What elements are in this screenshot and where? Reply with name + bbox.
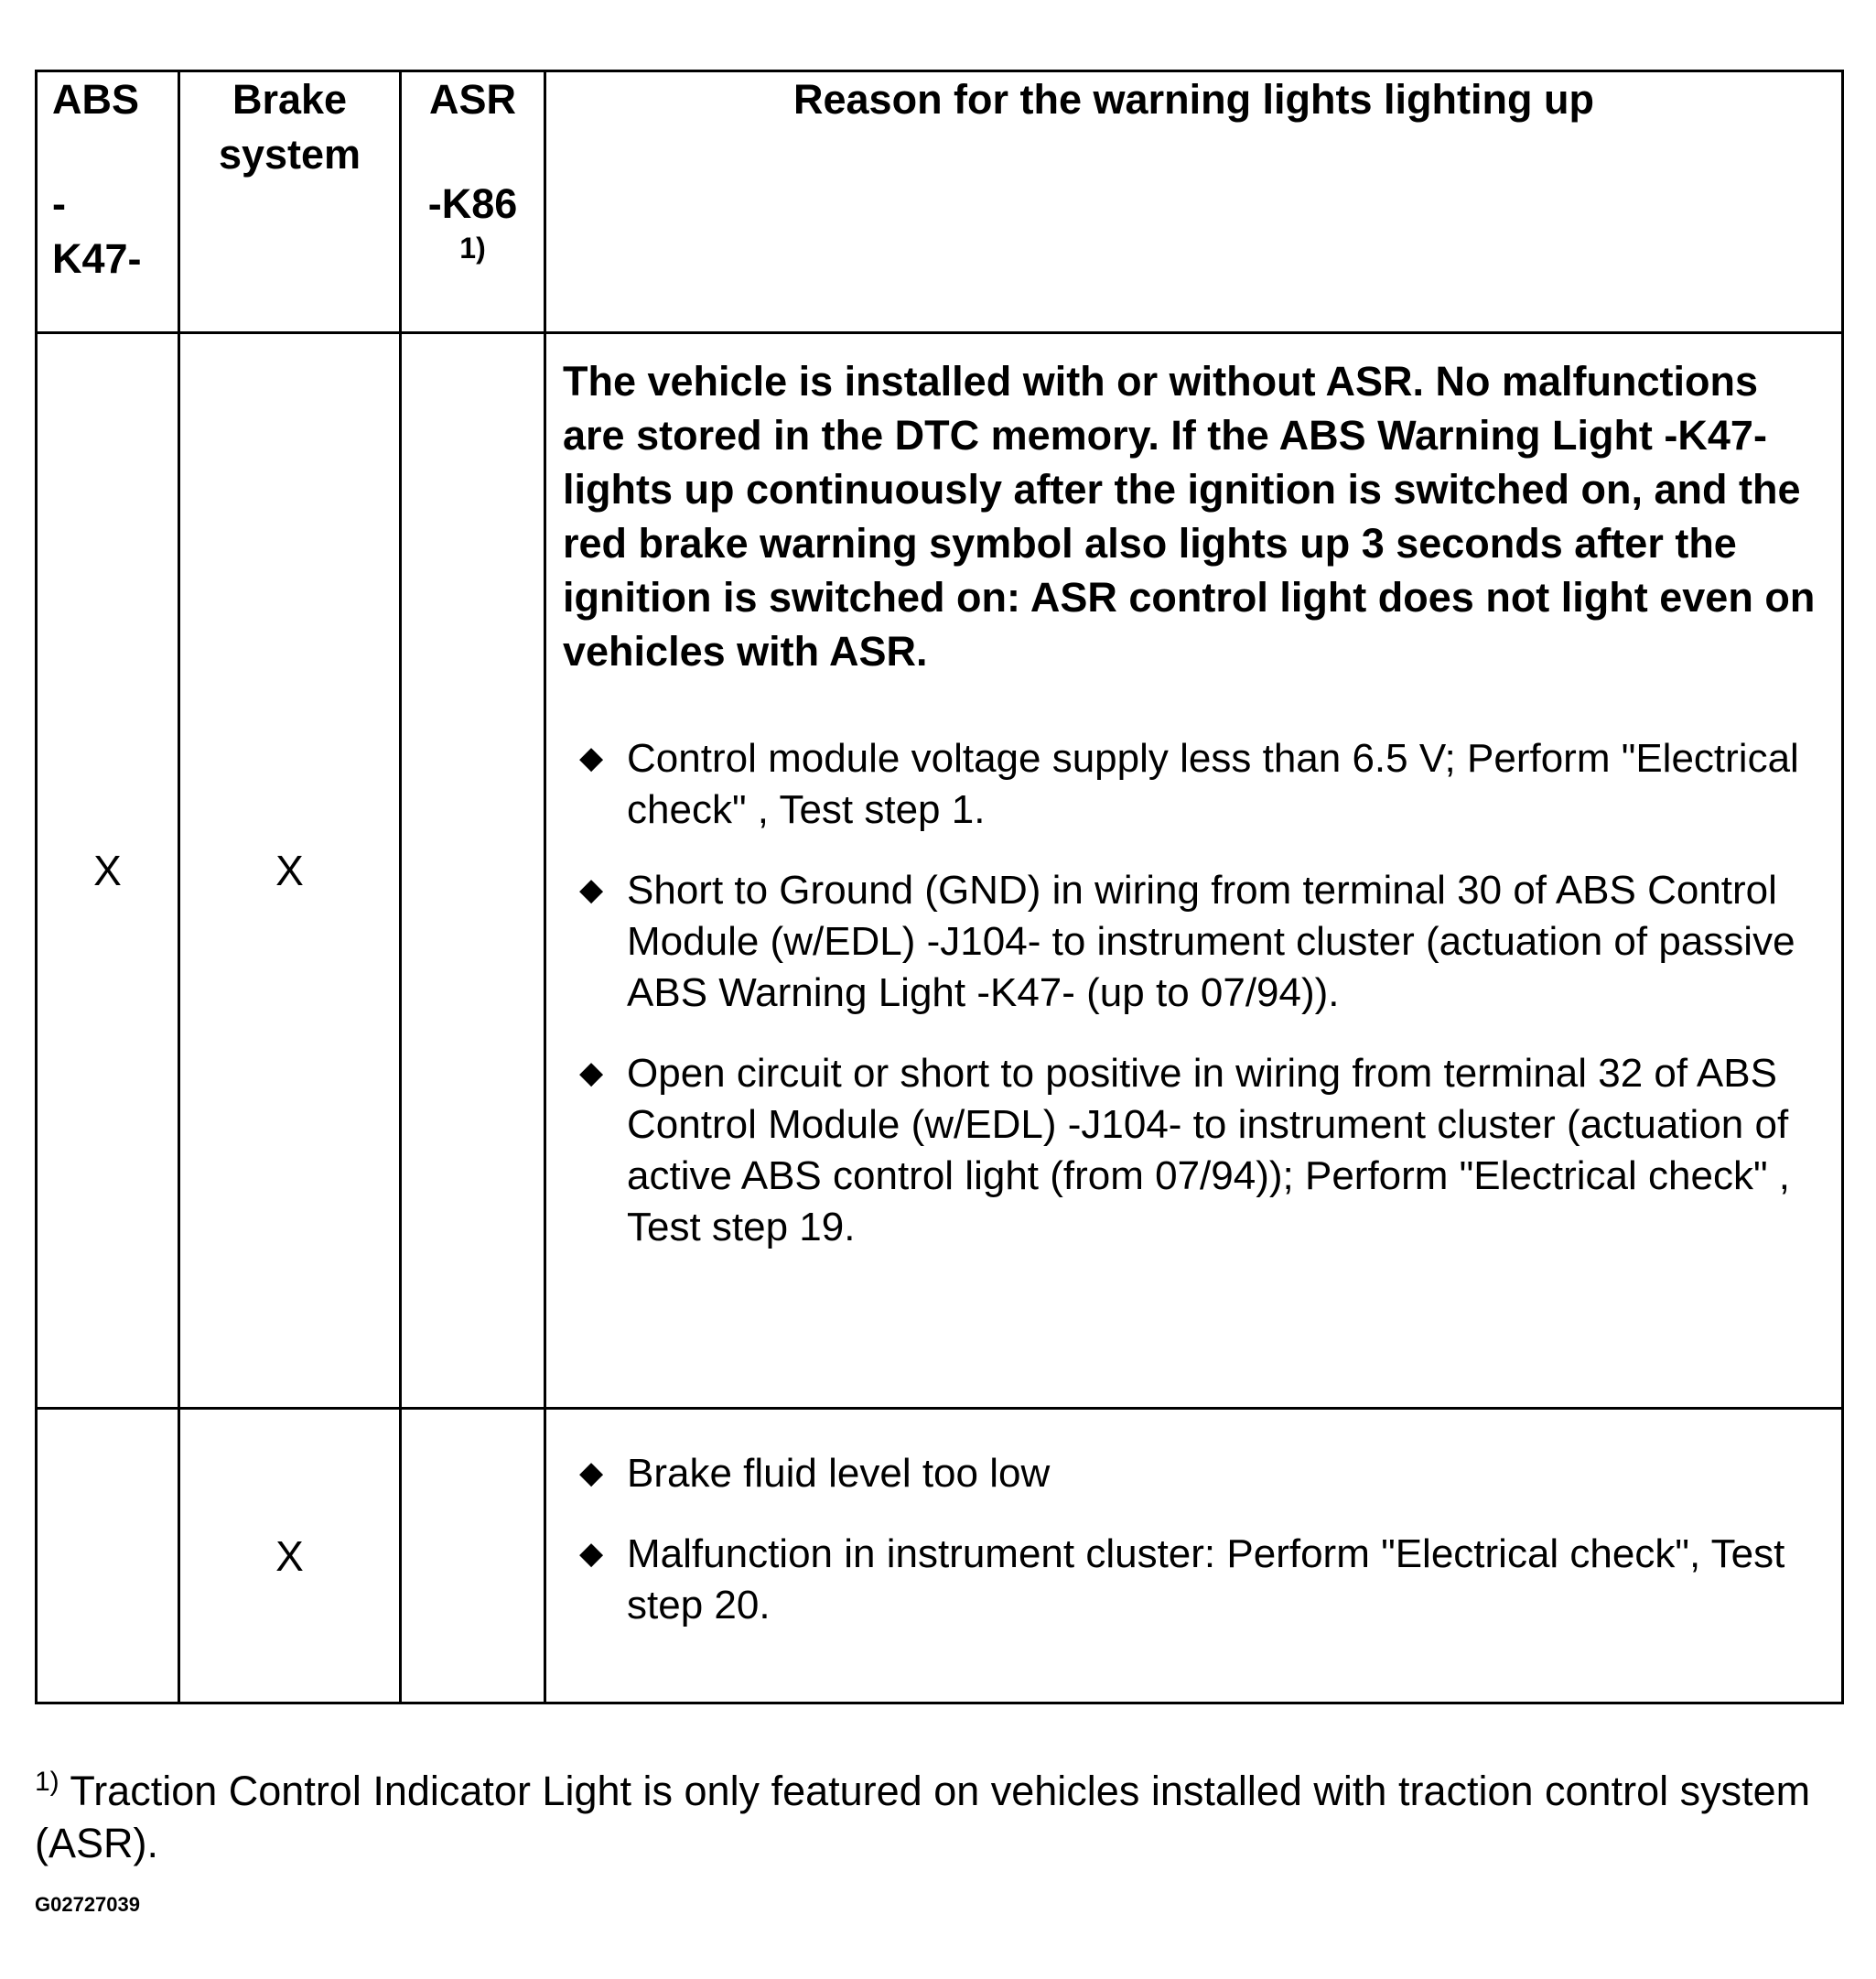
- table-header-row: [37, 71, 1843, 333]
- row2-asr-mark: [401, 1409, 545, 1703]
- row2-bullet-list: [563, 1448, 1819, 1631]
- row1-bullet-list: [563, 733, 1819, 1253]
- row2-brake-mark: X: [179, 1409, 401, 1703]
- footnote: [35, 1756, 1828, 1869]
- row1-brake-mark: X: [179, 333, 401, 1409]
- diamond-bullet-icon: ◆: [579, 872, 604, 907]
- header-abs-line3: K47-: [52, 235, 142, 282]
- table-row: [37, 333, 1843, 1409]
- list-item: [563, 1448, 1819, 1499]
- list-item-text: Open circuit or short to positive in wiring from terminal 32 of ABS Control Module (w/EDL) -J104- to instrument cluster (actuation of active ABS control light (from 07/94)); Perform "Electrical check" , Test step 19.: [627, 1051, 1791, 1249]
- list-item-text: Brake fluid level too low: [627, 1451, 1051, 1496]
- header-reason: Reason for the warning lights lighting up: [545, 71, 1843, 333]
- header-asr-line2: -K86: [427, 180, 518, 227]
- header-brake-system: [179, 71, 401, 333]
- header-abs-line2: -: [52, 180, 66, 227]
- list-item: [563, 1048, 1819, 1253]
- diamond-bullet-icon: ◆: [579, 1055, 604, 1090]
- warning-lights-table: [35, 70, 1844, 1704]
- table-row: [37, 1409, 1843, 1703]
- header-asr-line1: ASR: [428, 76, 516, 123]
- header-abs-line1: ABS: [52, 76, 140, 123]
- list-item-text: Short to Ground (GND) in wiring from terminal 30 of ABS Control Module (w/EDL) -J104- to instrument cluster (actuation of passive ABS Warning Light -K47- (up to 07/94)).: [627, 868, 1795, 1015]
- list-item-text: Control module voltage supply less than 6.5 V; Perform "Electrical check" , Test step 1.: [627, 736, 1799, 832]
- row1-reason: [545, 333, 1843, 1409]
- header-brake-line1: Brake: [232, 76, 348, 123]
- footnote-marker: 1): [35, 1767, 59, 1797]
- row2-reason: [545, 1409, 1843, 1703]
- header-asr-footnote-marker: 1): [459, 232, 486, 265]
- row1-intro-text: The vehicle is installed with or without ASR. No malfunctions are stored in the DTC memory. If the ABS Warning Light -K47- lights up continuously after the ignition is switched on, and the red brake warning symbol also lights up 3 seconds after the ignition is switched on: ASR control light does not light even on vehicles with ASR.: [563, 358, 1816, 675]
- header-brake-line2: system: [218, 131, 361, 178]
- footnote-text: Traction Control Indicator Light is only featured on vehicles installed with traction control system (ASR).: [35, 1768, 1811, 1866]
- row1-abs-mark: X: [37, 333, 179, 1409]
- list-item: [563, 865, 1819, 1019]
- diamond-bullet-icon: ◆: [579, 741, 604, 775]
- list-item: [563, 733, 1819, 836]
- diamond-bullet-icon: ◆: [579, 1455, 604, 1490]
- header-abs: [37, 71, 179, 333]
- image-id: G02727039: [35, 1893, 140, 1916]
- list-item: [563, 1529, 1819, 1631]
- header-asr: [401, 71, 545, 333]
- row2-abs-mark: [37, 1409, 179, 1703]
- list-item-text: Malfunction in instrument cluster: Perform "Electrical check", Test step 20.: [627, 1531, 1785, 1628]
- diamond-bullet-icon: ◆: [579, 1536, 604, 1571]
- row1-asr-mark: [401, 333, 545, 1409]
